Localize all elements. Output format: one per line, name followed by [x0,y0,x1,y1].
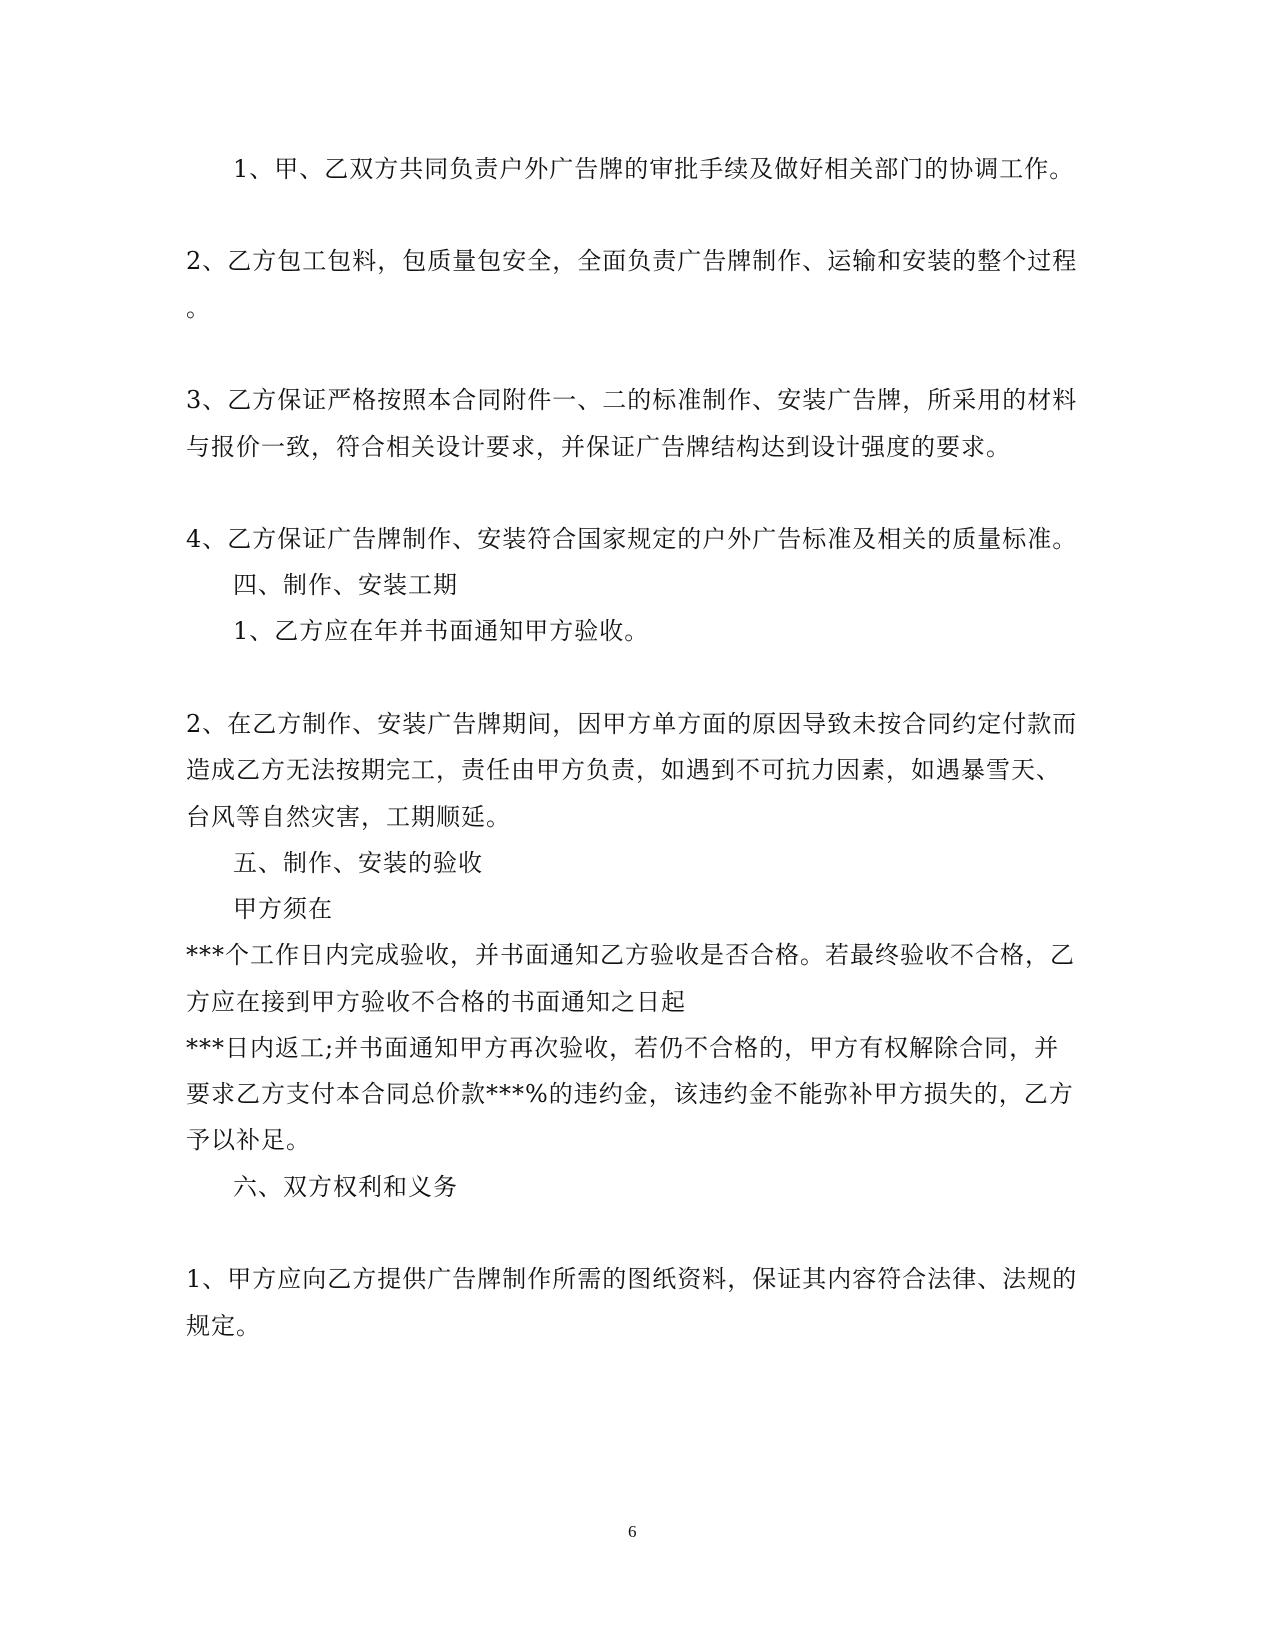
text-line-6: 4、乙方保证广告牌制作、安装符合国家规定的户外广告标准及相关的质量标准。 [186,525,1078,553]
section-heading-5: 五、制作、安装的验收 [233,849,483,877]
text-line-1: 1、甲、乙双方共同负责户外广告牌的审批手续及做好相关部门的协调工作。 [233,155,1075,183]
text-line-14: ***个工作日内完成验收，并书面通知乙方验收是否合格。若最终验收不合格，乙 [186,941,1075,969]
text-line-5: 与报价一致，符合相关设计要求，并保证广告牌结构达到设计强度的要求。 [186,433,1011,461]
section-heading-4: 四、制作、安装工期 [233,571,458,599]
text-line-21: 规定。 [186,1312,261,1340]
section-heading-6: 六、双方权利和义务 [233,1173,458,1201]
text-line-18: 予以补足。 [186,1126,311,1154]
page-number: 6 [628,1522,637,1541]
text-line-8: 1、乙方应在年并书面通知甲方验收。 [233,617,650,645]
text-line-15: 方应在接到甲方验收不合格的书面通知之日起 [186,988,686,1016]
text-line-9: 2、在乙方制作、安装广告牌期间，因甲方单方面的原因导致未按合同约定付款而 [186,710,1078,738]
text-line-13: 甲方须在 [233,895,333,923]
text-line-11: 台风等自然灾害，工期顺延。 [186,803,511,831]
text-line-3: 。 [186,294,211,322]
text-line-20: 1、甲方应向乙方提供广告牌制作所需的图纸资料，保证其内容符合法律、法规的 [186,1265,1078,1293]
text-line-16: ***日内返工;并书面通知甲方再次验收，若仍不合格的，甲方有权解除合同，并 [186,1034,1060,1062]
text-line-2: 2、乙方包工包料，包质量包安全，全面负责广告牌制作、运输和安装的整个过程 [186,247,1078,275]
text-line-4: 3、乙方保证严格按照本合同附件一、二的标准制作、安装广告牌，所采用的材料 [186,386,1078,414]
text-line-10: 造成乙方无法按期完工，责任由甲方负责，如遇到不可抗力因素，如遇暴雪天、 [186,756,1061,784]
text-line-17: 要求乙方支付本合同总价款***%的违约金，该违约金不能弥补甲方损失的，乙方 [186,1080,1074,1108]
